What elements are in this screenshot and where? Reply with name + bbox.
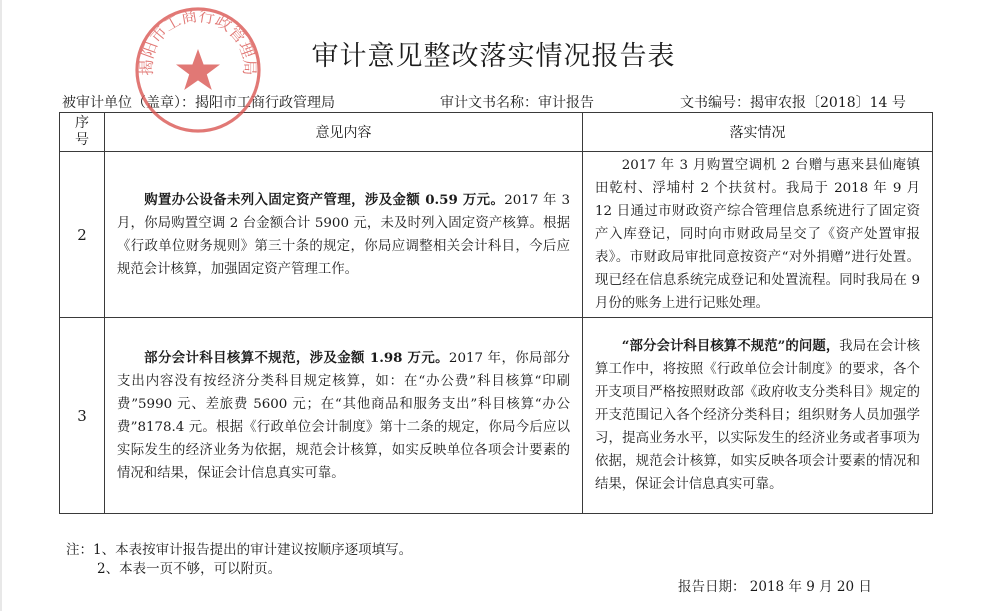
implementation-text: 我局在会计核算工作中，将按照《行政单位会计制度》的要求，各个开支项目严格按照财政部《政府收支分类科目》规定的开支范围记入各个经济分类科目；组织财务人员加强学习，提高业务水平，以实际发生的经济业务或者事项为依据，规范会计核算，如实反映各项会计要素的情况和结果，保证会计信息真实可靠。 — [595, 339, 921, 492]
implementation-cell — [583, 318, 933, 514]
table-row — [60, 152, 933, 318]
opinion-cell — [105, 152, 583, 318]
report-date: 报告日期： 2018 年 9 月 20 日 — [678, 579, 872, 595]
header-implementation: 落实情况 — [583, 113, 933, 152]
table-row — [60, 318, 933, 514]
header-number — [60, 113, 105, 152]
opinion-headline: 部分会计科目核算不规范，涉及金额 1.98 万元。 — [143, 349, 449, 366]
opinion-cell — [105, 318, 583, 514]
implementation-cell — [583, 152, 933, 318]
scan-edge — [0, 0, 2, 611]
implementation-text: 2017 年 3 月购置空调机 2 台赠与惠来县仙庵镇田乾村、浮埔村 2 个扶贫村。我局于 2018 年 9 月 12 日通过市财政资产综合管理信息系统进行了固定资产入库登记，同时向市财政局呈交了《资产处置审报表》。市财政局审批同意按资产“对外捐赠”进行处置。现已经在信息系统完成登记和处置流程。同时我局在 9 月份的账务上进行记账处理。 — [595, 158, 920, 311]
row-number: 3 — [60, 318, 105, 514]
table-header-row — [60, 113, 933, 152]
document-name: 审计文书名称：审计报告 — [440, 95, 594, 111]
header-opinion: 意见内容 — [105, 113, 583, 152]
row-number: 2 — [60, 152, 105, 318]
opinion-headline: 购置办公设备未列入固定资产管理，涉及金额 0.59 万元。 — [143, 191, 505, 208]
report-table — [59, 112, 933, 514]
document-number: 文书编号：揭审农报〔2018〕14 号 — [680, 95, 906, 111]
opinion-text: 2017 年，你局部分支出内容没有按经济分类科目规定核算，如：在“办公费”科目核算“印刷费”5990 元、差旅费 5600 元；在“其他商品和服务支出”科目核算“办公费”8178.4 元。根据《行政单位会计制度》第十二条的规定，你局今后应以实际发生的经济业务为依据，规范会计核算，如实反映单位各项会计要素的情况和结果，保证会计信息真实可靠。 — [117, 350, 570, 481]
implementation-headline: “部分会计科目核算不规范”的问题， — [621, 338, 840, 354]
note-2: 2、本表一页不够，可以附页。 — [97, 561, 282, 577]
seal-text: 揭阳市工商行政管理局 — [136, 5, 260, 76]
note-1: 注：1、本表按审计报告提出的审计建议按顺序逐项填写。 — [66, 542, 413, 558]
opinion-text: 2017 年 3 月，你局购置空调 2 台金额合计 5900 元，未及时列入固定资产核算。根据《行政单位财务规则》第三十条的规定，你局应调整相关会计科目，今后应规范会计核算，加强固定资产管理工作。 — [117, 192, 570, 277]
page-title: 审计意见整改落实情况报告表 — [311, 41, 676, 72]
header-number-label: 序号 — [75, 115, 89, 148]
audited-unit: 被审计单位（盖章）：揭阳市工商行政管理局 — [62, 95, 335, 111]
